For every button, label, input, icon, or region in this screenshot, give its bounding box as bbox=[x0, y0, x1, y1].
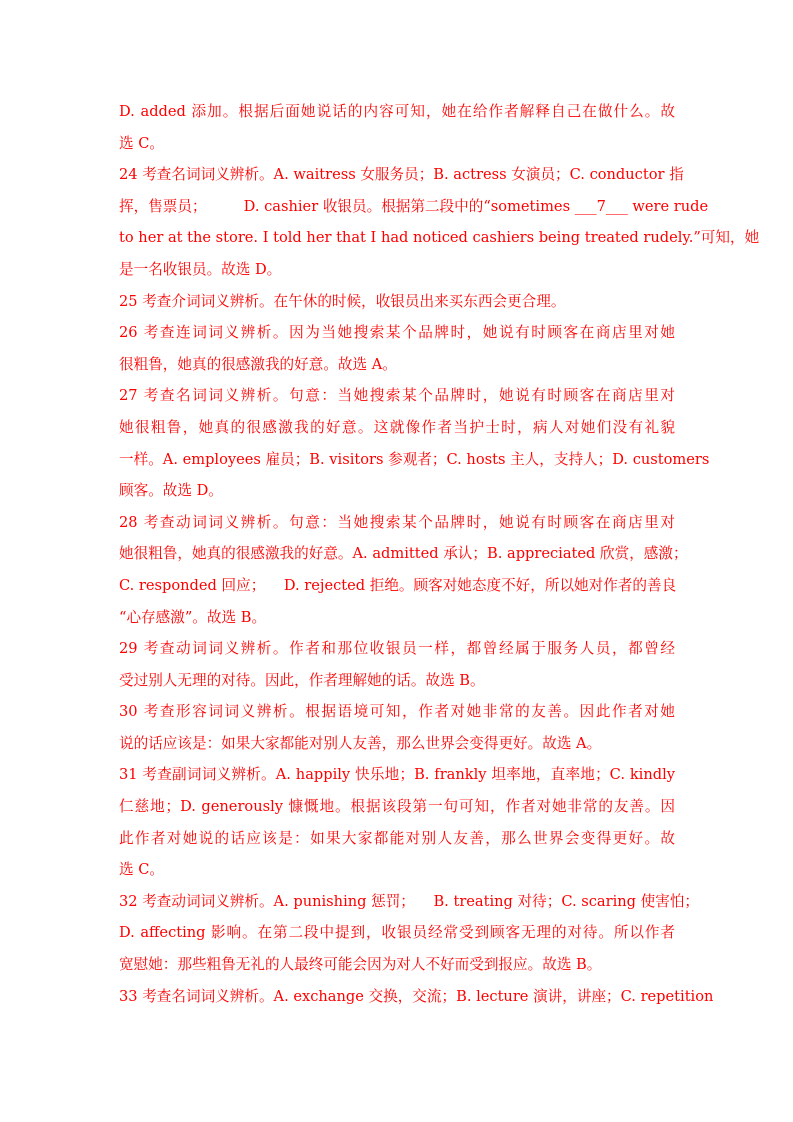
text-line: to her at the store. I told her that I had noticed cashiers being treated rudely.”可知，她 bbox=[119, 229, 760, 247]
text-line: 说的话应该是：如果大家都能对别人友善，那么世界会变得更好。故选 A。 bbox=[119, 734, 602, 752]
text-line: 24 考查名词词义辨析。A. waitress 女服务员；B. actress 女演员；C. conductor 指 bbox=[119, 166, 684, 184]
text-line: 此作者对她说的话应该是：如果大家都能对别人友善，那么世界会变得更好。故 bbox=[119, 829, 675, 847]
text-line: 25 考查介词词义辨析。在午休的时候，收银员出来买东西会更合理。 bbox=[119, 292, 566, 310]
text-line: 30 考查形容词词义辨析。根据语境可知，作者对她非常的友善。因此作者对她 bbox=[119, 703, 675, 721]
text-line: “心存感激”。故选 B。 bbox=[119, 608, 267, 626]
document-body bbox=[119, 96, 760, 1012]
text-line: 选 C。 bbox=[119, 134, 164, 152]
text-line: 宽慰她：那些粗鲁无礼的人最终可能会因为对人不好而受到报应。故选 B。 bbox=[119, 956, 602, 974]
text-line: 28 考查动词词义辨析。句意：当她搜索某个品牌时，她说有时顾客在商店里对 bbox=[119, 513, 675, 531]
text-line: 选 C。 bbox=[119, 861, 164, 879]
text-line: D. affecting 影响。在第二段中提到，收银员经常受到顾客无理的对待。所以作者 bbox=[119, 924, 675, 942]
text-line: 受过别人无理的对待。因此，作者理解她的话。故选 B。 bbox=[119, 671, 485, 689]
text-line: 顾客。故选 D。 bbox=[119, 482, 223, 500]
text-line: 31 考查副词词义辨析。A. happily 快乐地；B. frankly 坦率地，直率地；C. kindly bbox=[119, 766, 675, 784]
text-line: 她很粗鲁，她真的很感激我的好意。这就像作者当护士时，病人对她们没有礼貌 bbox=[119, 418, 675, 436]
text-line: 她很粗鲁，她真的很感激我的好意。A. admitted 承认；B. appreciated 欣赏，感激； bbox=[119, 545, 688, 563]
text-line: 挥，售票员； D. cashier 收银员。根据第二段中的“sometimes ___7___ were rude bbox=[119, 197, 709, 215]
text-line: C. responded 回应； D. rejected 拒绝。顾客对她态度不好，所以她对作者的善良 bbox=[119, 576, 677, 594]
text-line: 33 考查名词词义辨析。A. exchange 交换，交流；B. lecture 演讲，讲座；C. repetition bbox=[119, 987, 714, 1005]
text-line: 是一名收银员。故选 D。 bbox=[119, 260, 282, 278]
text-line: 26 考查连词词义辨析。因为当她搜索某个品牌时，她说有时顾客在商店里对她 bbox=[119, 324, 675, 342]
text-line: 32 考查动词词义辨析。A. punishing 惩罚； B. treating 对待；C. scaring 使害怕； bbox=[119, 892, 700, 910]
text-line: 27 考查名词词义辨析。句意：当她搜索某个品牌时，她说有时顾客在商店里对 bbox=[119, 387, 675, 405]
text-line: 仁慈地；D. generously 慷慨地。根据该段第一句可知，作者对她非常的友善。因 bbox=[119, 798, 675, 816]
text-line: D. added 添加。根据后面她说话的内容可知，她在给作者解释自己在做什么。故 bbox=[119, 103, 675, 120]
text-line: 很粗鲁，她真的很感激我的好意。故选 A。 bbox=[119, 355, 397, 373]
text-line: 29 考查动词词义辨析。作者和那位收银员一样，都曾经属于服务人员，都曾经 bbox=[119, 640, 675, 658]
text-line: 一样。A. employees 雇员；B. visitors 参观者；C. hosts 主人，支持人；D. customers bbox=[119, 450, 710, 468]
